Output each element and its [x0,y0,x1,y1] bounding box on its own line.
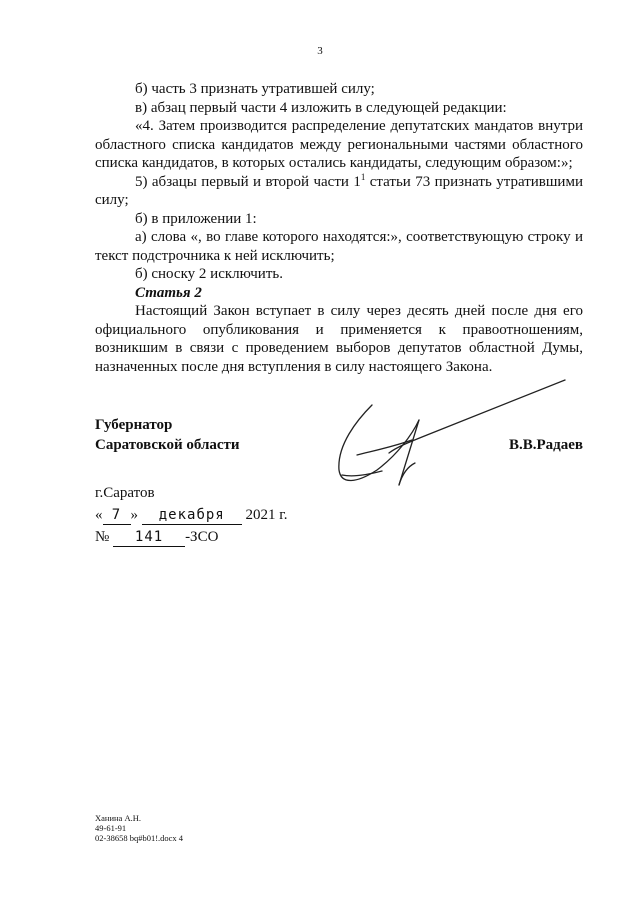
paragraph: б) часть 3 признать утратившей силу; [135,81,375,97]
city: г.Саратов [95,485,155,501]
paragraph: «4. Затем производится распределение депутатских мандатов внутри областного списка кандидатов между региональными частями областного списка кандидатов, в которых остались кандидаты, следующим образом:»; [95,118,583,171]
footer-phone: 49-61-91 [95,823,127,833]
paragraph: б) сноску 2 исключить. [135,266,283,282]
governor-title-line: Губернатор [95,417,173,433]
law-number: 141 [113,529,185,547]
governor-name: В.В.Радаев [508,437,583,453]
governor-title [95,415,240,455]
paragraph: в) абзац первый части 4 изложить в следующей редакции: [135,99,507,116]
paragraph: б) в приложении 1: [135,210,257,227]
date-line [95,504,287,526]
footer-info [95,813,183,843]
governor-title-line: Саратовской области [95,437,240,453]
paragraph [95,173,583,210]
date-month: декабря [142,507,242,525]
quote-mark: « [95,507,103,523]
quote-mark: » [130,507,138,523]
footer-file: 02-38658 bq#b01!.docx 4 [95,833,184,843]
paragraph-text: 5) абзацы первый и второй части 1 [135,173,361,190]
place-date-block [95,482,287,548]
paragraph-text: статьи 73 признать утратившими силу; [95,173,583,208]
footer-author: Ханина А.Н. [95,813,141,823]
law-number-suffix: -ЗСО [185,529,219,545]
page-number: 3 [317,45,323,57]
date-day: 7 [103,507,131,525]
number-sign: № [95,529,110,545]
paragraph: а) слова «, во главе которого находятся:», соответствующую строку и текст подстрочника к ней исключить; [95,229,583,264]
superscript: 1 [360,171,366,182]
date-year: 2021 г. [245,507,288,523]
number-line [95,526,287,548]
article-text: Настоящий Закон вступает в силу через десять дней после дня его официального опубликования и применяется к правоотношениям, возникшим в связи с проведением выборов депутатов областной Думы, назначенных после дня вступления в силу настоящего Закона. [95,303,583,375]
document-body [95,80,583,376]
article-title: Статья 2 [135,284,202,301]
